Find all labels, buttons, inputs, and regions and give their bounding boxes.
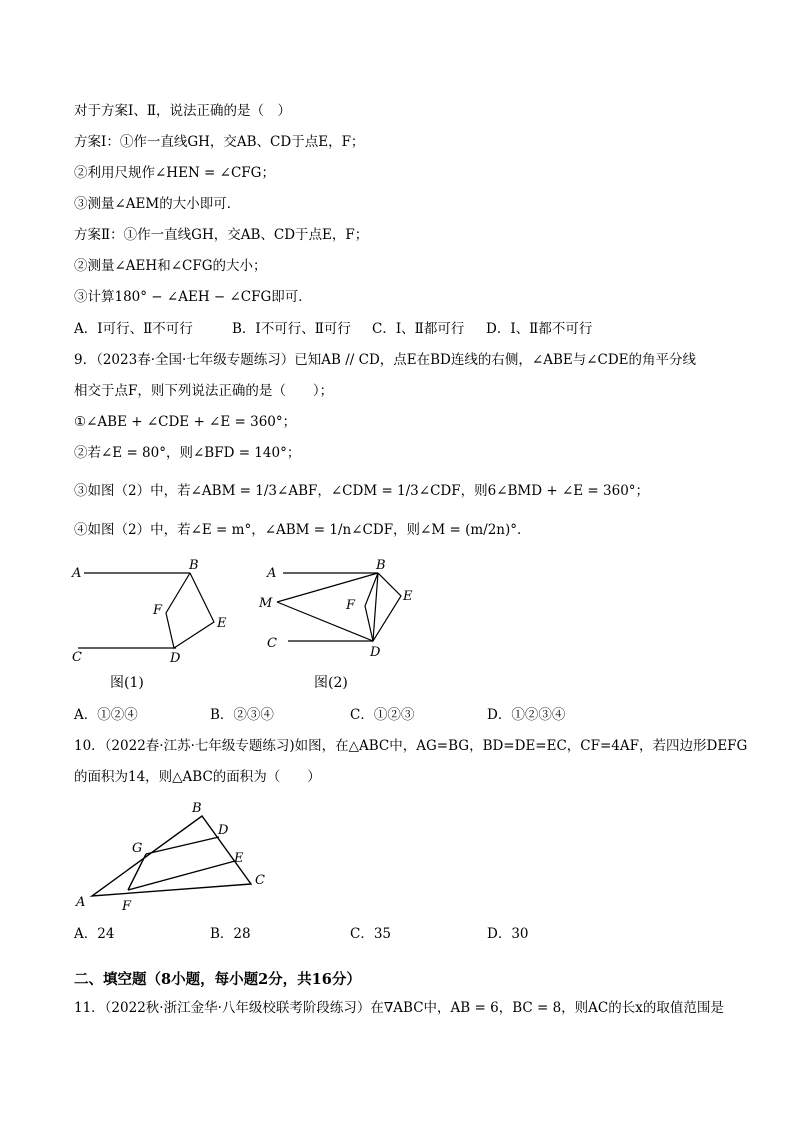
q8-option-d: D．Ⅰ、Ⅱ都不可行 [486,321,593,337]
fig2-label-b: B [376,558,386,573]
fig1-label-c: C [72,650,82,665]
q10-option-b: B．28 [210,926,251,942]
fig10-label-a: A [76,895,86,910]
fig10-label-c: C [255,873,265,888]
q8-option-c: C．Ⅰ、Ⅱ都可行 [372,321,465,337]
q9-figure-2 [255,558,435,668]
fig2-label-f: F [346,598,356,613]
q9-option-a: A．①②④ [74,707,138,723]
q8-intro: 对于方案Ⅰ、Ⅱ，说法正确的是（ ） [74,103,292,119]
fig10-label-f: F [122,899,132,914]
q9-figure-2-caption: 图(2) [314,675,348,691]
q8-option-b: B．Ⅰ不可行、Ⅱ可行 [232,321,351,337]
q8-plan2-step2: ②测量∠AEH和∠CFG的大小； [74,258,267,274]
fig1-label-b: B [189,558,199,573]
q9-statement-1: ①∠ABE + ∠CDE + ∠E = 360°； [74,414,297,430]
fig10-label-g: G [132,841,143,856]
q9-option-d: D．①②③④ [487,707,566,723]
q9-figure-1-caption: 图(1) [110,675,144,691]
fig2-label-c: C [267,636,277,651]
fig10-label-b: B [192,801,202,816]
q8-plan1-step1: 方案Ⅰ：①作一直线GH，交AB、CD于点E，F； [74,134,365,150]
fig10-label-e: E [234,851,244,866]
fig2-label-m: M [259,596,273,611]
q10-option-c: C．35 [350,926,392,942]
fig2-label-e: E [403,589,413,604]
q10-option-a: A．24 [74,926,115,942]
q11-stem-line1: 11．（2022秋·浙江金华·八年级校联考阶段练习）在∇ABC中，AB = 6，BC = 8，则AC的长x的取值范围是 [74,1000,724,1016]
q8-option-a: A．Ⅰ可行、Ⅱ不可行 [74,321,193,337]
fig1-label-a: A [72,566,82,581]
q9-statement-4: ④如图（2）中，若∠E = m°，∠ABM = 1/n∠CDF，则∠M = (m/2n)°． [74,522,531,538]
fig2-label-d: D [370,645,381,660]
q8-plan1-step3: ③测量∠AEM的大小即可． [74,196,241,212]
q10-stem-line1: 10．（2022春·江苏·七年级专题练习)如图，在△ABC中，AG=BG，BD=DE=EC，CF=4AF，若四边形DEFG [74,738,748,754]
fig2-label-a: A [267,566,277,581]
q10-option-d: D．30 [487,926,529,942]
q8-plan2-step1: 方案Ⅱ：①作一直线GH，交AB、CD于点E，F； [74,227,369,243]
section-2-title: 二、填空题（8小题，每小题2分，共16分） [74,971,361,988]
fig1-label-e: E [217,616,227,631]
fig1-label-d: D [170,651,181,666]
fig1-label-f: F [153,603,163,618]
fig10-label-d: D [218,823,229,838]
q9-stem-line1: 9．（2023春·全国·七年级专题练习）已知AB // CD，点E在BD连线的右侧，∠ABE与∠CDE的角平分线 [74,352,697,368]
q9-option-c: C．①②③ [350,707,415,723]
q10-figure [70,792,280,917]
q9-statement-2: ②若∠E = 80°，则∠BFD = 140°； [74,445,301,461]
q9-option-b: B．②③④ [210,707,274,723]
q9-stem-line2: 相交于点F，则下列说法正确的是（ ）； [74,383,334,399]
q8-plan2-step3: ③计算180° − ∠AEH − ∠CFG即可． [74,289,312,305]
q8-plan1-step2: ②利用尺规作∠HEN = ∠CFG； [74,165,275,181]
q9-figure-1 [70,558,260,668]
q9-statement-3: ③如图（2）中，若∠ABM = 1/3∠ABF，∠CDM = 1/3∠CDF，则6∠BMD + ∠E = 360°； [74,483,650,499]
q10-stem-line2: 的面积为14，则△ABC的面积为（ ） [74,769,321,785]
